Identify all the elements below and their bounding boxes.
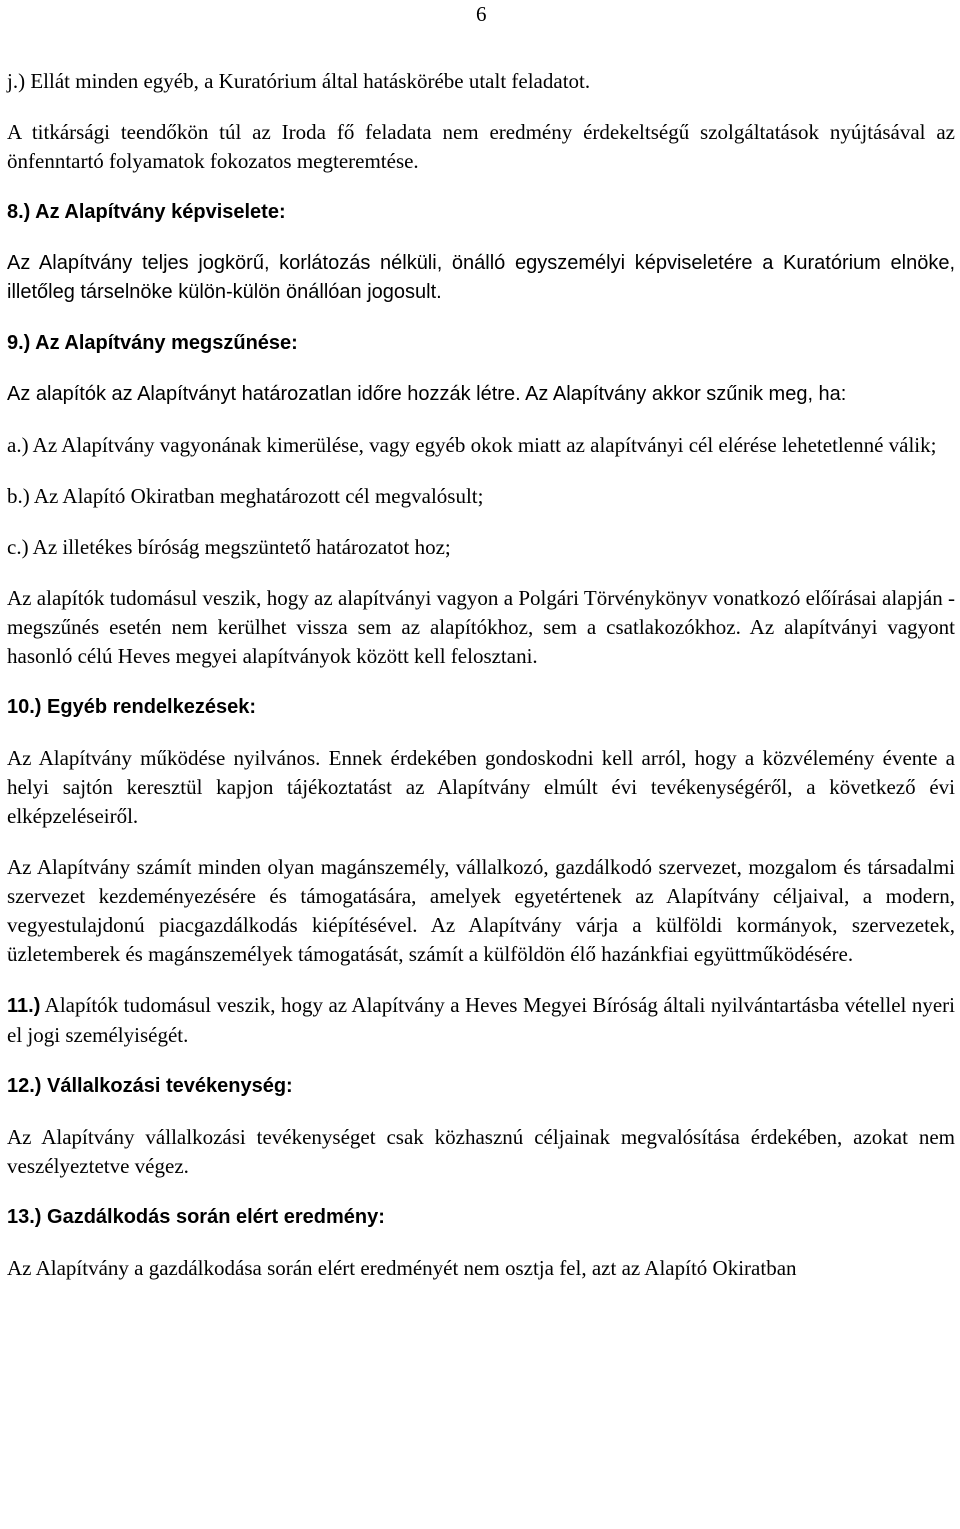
section-9-item-b: b.) Az Alapító Okiratban meghatározott cél megvalósult; [7,484,484,508]
section-8-text: Az Alapítvány teljes jogkörű, korlátozás nélküli, önálló egyszemélyi képviseletére a Kuratórium elnöke, illetőleg társelnöke külön-külön önállóan jogosult. [7,252,955,303]
section-10-paragraph-2: Az Alapítvány számít minden olyan magánszemély, vállalkozó, gazdálkodó szervezet, mozgalom és társadalmi szervezet kezdeményezésére és támogatására, amelyek egyetértenek az Alapítvány céljaival, a modern, vegyestulajdonú piacgazdálkodás kiépítésével. Az Alapítvány várja a külföldi kormányok, szervezetek, üzletemberek és magánszemélyek támogatását, számít a külföldön élő hazánkfiai együttműködésére. [7,855,955,966]
section-9-text: Az alapítók az Alapítványt határozatlan időre hozzák létre. Az Alapítvány akkor szűnik meg, ha: [7,383,847,405]
section-11-paragraph [7,991,955,1050]
section-8-heading: 8.) Az Alapítvány képviselete: [7,201,286,223]
section-13-text: Az Alapítvány a gazdálkodása során elért eredményét nem osztja fel, azt az Alapító Okiratban [7,1256,797,1280]
paragraph-titkarsag: A titkársági teendőkön túl az Iroda fő feladata nem eredmény érdekeltségű szolgáltatások nyújtásával az önfenntartó folyamatok fokozatos megteremtése. [7,120,955,173]
section-11-number: 11.) [7,995,41,1017]
document-body [7,67,955,1283]
section-9-item-c: c.) Az illetékes bíróság megszüntető határozatot hoz; [7,535,451,559]
section-10-heading: 10.) Egyéb rendelkezések: [7,696,257,718]
section-12-text: Az Alapítvány vállalkozási tevékenységet csak közhasznú céljainak megvalósítása érdekében, azokat nem veszélyeztetve végez. [7,1125,955,1178]
section-10-paragraph-1: Az Alapítvány működése nyilvános. Ennek érdekében gondoskodni kell arról, hogy a közvélemény évente a helyi sajtón keresztül kapjon tájékoztatást az Alapítvány elmúlt évi tevékenységéről, a következő évi elképzeléseiről. [7,746,955,828]
section-9-item-a: a.) Az Alapítvány vagyonának kimerülése, vagy egyéb okok miatt az alapítványi cél elérése lehetetlenné válik; [7,433,937,457]
page-number: 6 [476,2,487,26]
section-11-text: Alapítók tudomásul veszik, hogy az Alapítvány a Heves Megyei Bíróság általi nyilvántartásba vétellel nyeri el jogi személyiségét. [7,993,955,1047]
section-9-closing: Az alapítók tudomásul veszik, hogy az alapítványi vagyon a Polgári Törvénykönyv vonatkozó előírásai alapján - megszűnés esetén nem kerülhet vissza sem az alapítókhoz, sem a csatlakozókhoz. Az alapítványi vagyont hasonló célú Heves megyei alapítványok között kell felosztani. [7,586,955,668]
paragraph-j: j.) Ellát minden egyéb, a Kuratórium által hatáskörébe utalt feladatot. [7,69,591,93]
section-12-heading: 12.) Vállalkozási tevékenység: [7,1075,293,1097]
section-13-heading: 13.) Gazdálkodás során elért eredmény: [7,1206,385,1228]
section-9-heading: 9.) Az Alapítvány megszűnése: [7,332,298,354]
